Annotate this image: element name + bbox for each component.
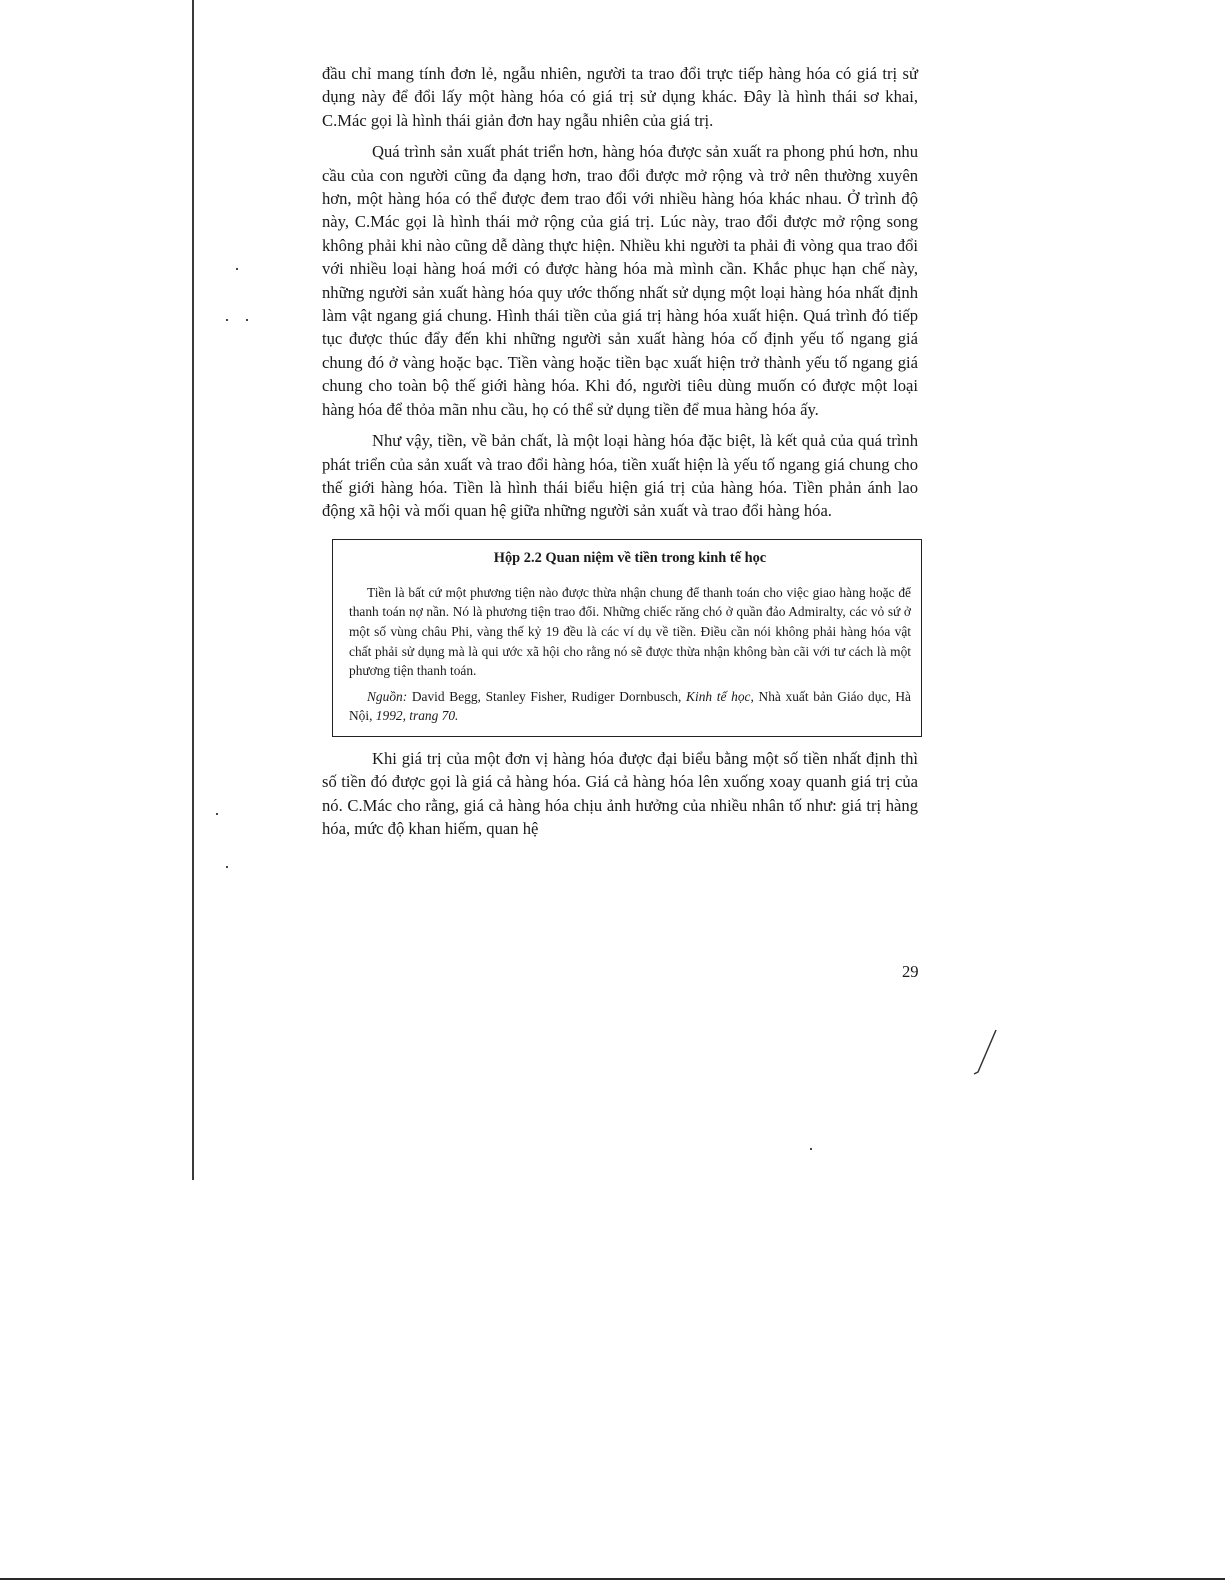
scan-bottom-edge — [0, 1578, 1225, 1580]
scan-speck — [226, 866, 228, 868]
scan-speck — [216, 813, 218, 815]
source-year-page: 1992, trang 70. — [375, 708, 459, 724]
pen-stroke-mark — [972, 1028, 1000, 1076]
page-content — [322, 62, 918, 841]
source-authors: David Begg, Stanley Fisher, Rudiger Dornbusch, — [407, 688, 687, 704]
source-publisher: Nhà xuất bản Giáo dục, Hà Nội, — [349, 688, 911, 724]
info-box-text: Tiền là bất cứ một phương tiện nào được thừa nhận chung để thanh toán cho việc giao hàng hoặc để thanh toán nợ nần. Nó là phương tiện trao đổi. Những chiếc răng chó ở quần đảo Admiralty, các vỏ sứ ở một số vùng châu Phi, vàng thế kỷ 19 đều là các ví dụ về tiền. Điều cần nói không phải hàng hóa vật chất phải sử dụng mà là qui ước xã hội cho rằng nó sẽ được thừa nhận không bàn cãi với tư cách là một phương tiện thanh toán. — [349, 584, 911, 679]
paragraph-1: đầu chỉ mang tính đơn lẻ, ngẫu nhiên, người ta trao đổi trực tiếp hàng hóa có giá trị sử dụng này để đổi lấy một hàng hóa có giá trị sử dụng khác. Đây là hình thái sơ khai, C.Mác gọi là hình thái giản đơn hay ngẫu nhiên của giá trị. — [322, 64, 918, 130]
page-number: 29 — [902, 962, 919, 981]
binding-line — [192, 0, 194, 1180]
scan-speck — [246, 319, 248, 321]
source-title: Kinh tế học, — [686, 688, 754, 704]
info-box — [332, 539, 922, 737]
paragraph-2: Quá trình sản xuất phát triển hơn, hàng hóa được sản xuất ra phong phú hơn, nhu cầu của con người cũng đa dạng hơn, trao đổi được mở rộng và trở nên thường xuyên hơn, một hàng hóa có thể được đem trao đổi với nhiều hàng hóa khác nhau. Ở trình độ này, C.Mác gọi là hình thái mở rộng của giá trị. Lúc này, trao đổi được mở rộng song không phải khi nào cũng dễ dàng thực hiện. Nhiều khi người ta phải đi vòng qua trao đổi với nhiều loại hàng hoá mới có được hàng hóa mà mình cần. Khắc phục hạn chế này, những người sản xuất hàng hóa quy ước thống nhất sử dụng một loại hàng hóa nhất định làm vật ngang giá chung. Hình thái tiền của giá trị hàng hóa xuất hiện. Quá trình đó tiếp tục được thúc đẩy đến khi những người sản xuất hàng hóa cố định yếu tố ngang giá chung đó ở vàng hoặc bạc. Tiền vàng hoặc tiền bạc xuất hiện trở thành yếu tố ngang giá chung cho toàn bộ thế giới hàng hóa. Khi đó, người tiêu dùng muốn có được một loại hàng hóa để thỏa mãn nhu cầu, họ có thể sử dụng tiền để mua hàng hóa ấy. — [322, 142, 918, 419]
info-box-source — [349, 687, 911, 726]
source-label: Nguồn: — [367, 688, 408, 704]
info-box-title: Hộp 2.2 Quan niệm về tiền trong kinh tế học — [493, 549, 767, 566]
scan-speck — [236, 268, 238, 270]
scan-speck — [810, 1148, 812, 1150]
paragraph-3: Như vậy, tiền, về bản chất, là một loại hàng hóa đặc biệt, là kết quả của quá trình phát triển của sản xuất và trao đổi hàng hóa, tiền xuất hiện là yếu tố ngang giá chung cho thế giới hàng hóa. Tiền là hình thái biểu hiện giá trị của hàng hóa. Tiền phản ánh lao động xã hội và mối quan hệ giữa những người sản xuất và trao đổi hàng hóa. — [322, 431, 918, 521]
paragraph-4: Khi giá trị của một đơn vị hàng hóa được đại biểu bằng một số tiền nhất định thì số tiền đó được gọi là giá cả hàng hóa. Giá cả hàng hóa lên xuống xoay quanh giá trị của nó. C.Mác cho rằng, giá cả hàng hóa chịu ảnh hưởng của nhiều nhân tố như: giá trị hàng hóa, mức độ khan hiếm, quan hệ — [322, 748, 918, 839]
scan-speck — [226, 319, 228, 321]
